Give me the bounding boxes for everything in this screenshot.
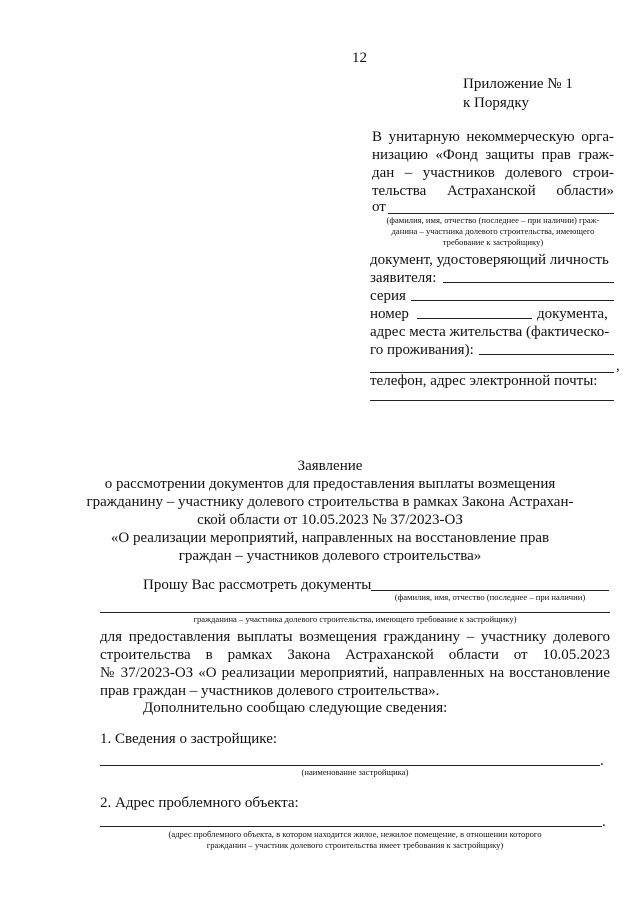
phone-email-field[interactable] (370, 400, 614, 401)
object-address-note-1: (адрес проблемного объекта, в котором находится жилое, нежилое помещение, в отношении которого (168, 829, 542, 839)
additional-info-text: Дополнительно сообщаю следующие сведения: (143, 700, 448, 716)
request-name-field[interactable] (371, 590, 609, 591)
request-name-note: (фамилия, имя, отчество (последнее – при наличии) (394, 592, 586, 602)
document-title: Заявление (297, 458, 363, 474)
paragraph-line-3: № 37/2023-ОЗ «О реализации мероприятий, направленных на восстановление (100, 665, 610, 681)
applicant-name-note-1: (фамилия, имя, отчество (последнее – при наличии) граж- (386, 215, 600, 225)
citizen-note: гражданина – участника долевого строительства, имеющего требование к застройщику) (193, 614, 517, 624)
addressee-line-4: тельства Астраханской области» (372, 183, 614, 199)
object-address-section-title: 2. Адрес проблемного объекта: (100, 795, 299, 811)
document-subtitle-1: о рассмотрении документов для предоставления выплаты возмещения (104, 476, 556, 492)
applicant-name-note-3: требование к застройщику) (442, 237, 544, 247)
addressee-line-2: низацию «Фонд защиты прав граж- (372, 147, 614, 163)
address-label-2: го проживания): (370, 342, 474, 358)
number-field[interactable] (417, 318, 532, 319)
identity-doc-label: документ, удостоверяющий личность (370, 252, 609, 268)
citizen-field[interactable] (100, 612, 610, 613)
request-text: Прошу Вас рассмотреть документы (143, 577, 372, 593)
appendix-subtitle: к Порядку (463, 95, 529, 111)
address-label-1: адрес места жительства (фактическо- (370, 324, 610, 340)
from-label: от (372, 199, 386, 215)
developer-name-note: (наименование застройщика) (301, 767, 409, 777)
address-end: , (616, 358, 620, 374)
applicant-name-note-2: данина – участника долевого строительства, имеющего (391, 226, 595, 236)
applicant-name-field[interactable] (388, 213, 614, 214)
phone-email-label: телефон, адрес электронной почты: (370, 373, 598, 389)
addressee-line-3: дан – участников долевого строи- (372, 165, 614, 181)
address-field-1[interactable] (479, 354, 614, 355)
page-number: 12 (352, 50, 367, 66)
document-subtitle-2: гражданину – участнику долевого строительства в рамках Закона Астрахан- (86, 494, 574, 510)
number-label: номер (370, 306, 409, 322)
developer-field-end: . (600, 753, 604, 769)
paragraph-line-2: строительства в рамках Закона Астраханской области от 10.05.2023 (100, 647, 610, 663)
paragraph-line-1: для предоставления выплаты возмещения гражданину – участнику долевого (100, 629, 610, 645)
object-address-field-end: . (602, 814, 606, 830)
identity-doc-field[interactable] (443, 282, 614, 283)
document-subtitle-5: граждан – участников долевого строительства» (178, 548, 482, 564)
developer-name-field[interactable] (100, 765, 600, 766)
series-label: серия (370, 288, 406, 304)
series-field[interactable] (411, 300, 614, 301)
paragraph-line-4: прав граждан – участников долевого строительства». (100, 683, 440, 699)
appendix-title: Приложение № 1 (463, 76, 573, 92)
object-address-field[interactable] (100, 826, 602, 827)
number-suffix: документа, (537, 306, 608, 322)
document-subtitle-4: «О реализации мероприятий, направленных на восстановление прав (110, 530, 550, 546)
document-subtitle-3: ской области от 10.05.2023 № 37/2023-ОЗ (197, 512, 463, 528)
applicant-label: заявителя: (370, 270, 437, 286)
object-address-note-2: гражданин – участник долевого строительства имеет требования к застройщику) (206, 840, 504, 850)
developer-section-title: 1. Сведения о застройщике: (100, 731, 278, 747)
addressee-line-1: В унитарную некоммерческую орга- (372, 129, 614, 145)
